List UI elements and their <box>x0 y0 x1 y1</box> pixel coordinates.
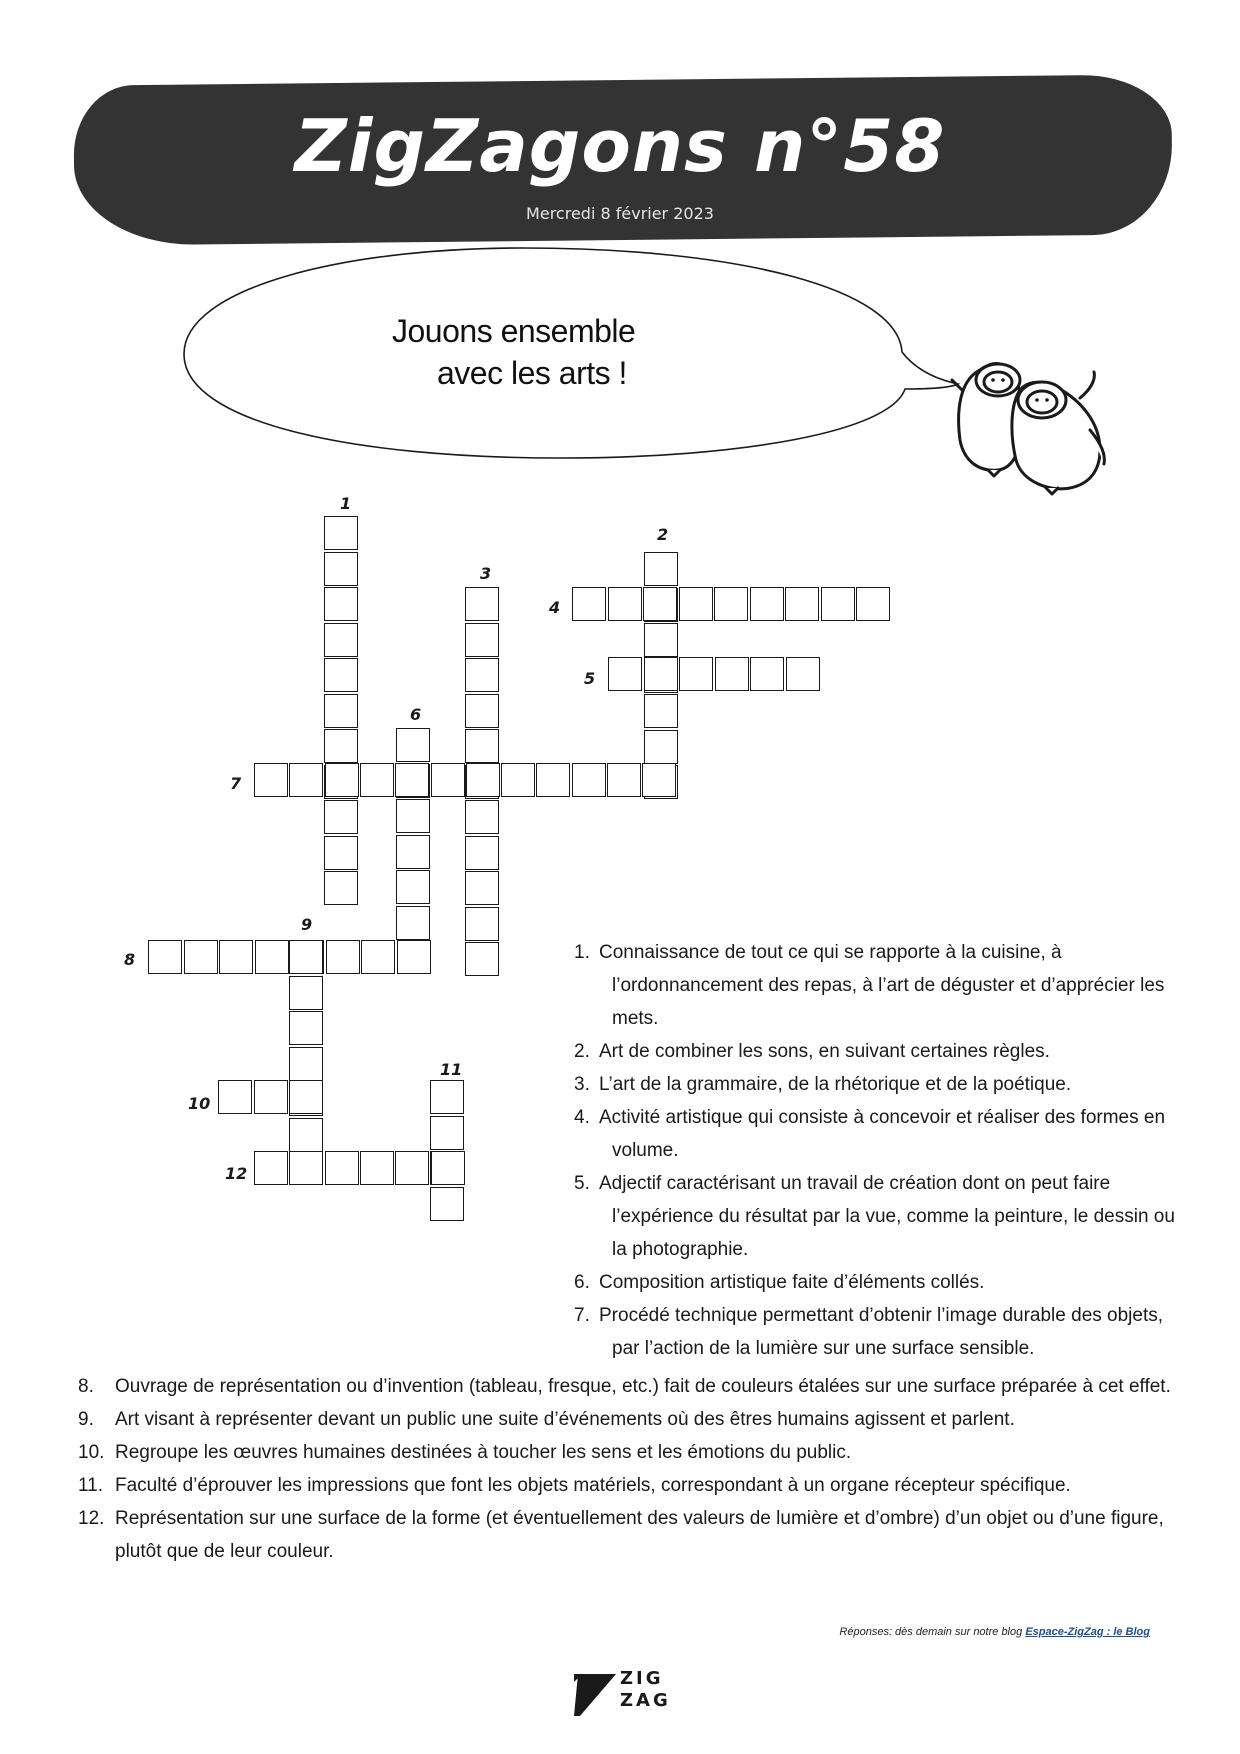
mascot-illustration <box>950 350 1130 500</box>
crossword-cell[interactable] <box>465 729 499 763</box>
crossword-cell[interactable] <box>324 623 358 657</box>
crossword-cell[interactable] <box>395 763 429 797</box>
clue-number-6: 6 <box>410 705 422 724</box>
crossword-cell[interactable] <box>715 657 749 691</box>
clue-number-7: 7 <box>230 774 242 793</box>
crossword-cell[interactable] <box>361 940 395 974</box>
crossword-cell[interactable] <box>324 658 358 692</box>
speech-bubble-text <box>392 310 635 394</box>
crossword-cell[interactable] <box>326 940 360 974</box>
blog-link[interactable]: Espace-ZigZag : le Blog <box>1025 1626 1150 1638</box>
crossword-cell[interactable] <box>465 800 499 834</box>
crossword-cell[interactable] <box>465 623 499 657</box>
crossword-cell[interactable] <box>324 694 358 728</box>
crossword-cell[interactable] <box>289 940 323 974</box>
clue-number-1: 1 <box>340 494 352 513</box>
crossword-cell[interactable] <box>254 1151 288 1185</box>
clue-number-5: 5 <box>584 669 596 688</box>
crossword-cell[interactable] <box>644 657 678 691</box>
crossword-cell[interactable] <box>325 763 359 797</box>
crossword-cell[interactable] <box>396 870 430 904</box>
crossword-cell[interactable] <box>572 763 606 797</box>
clue-number-12: 12 <box>225 1164 248 1183</box>
crossword-cell[interactable] <box>466 763 500 797</box>
clue-number-4: 4 <box>549 598 561 617</box>
crossword-cell[interactable] <box>465 907 499 941</box>
clue-item: 3. L’art de la grammaire, de la rhétorique et de la poétique. <box>574 1074 1072 1095</box>
crossword-cell[interactable] <box>465 942 499 976</box>
clue-item: 1. Connaissance de tout ce qui se rapporte à la cuisine, à l’ordonnancement des repas, à l’art de déguster et d’apprécier les mets. <box>574 942 1165 1029</box>
crossword-cell[interactable] <box>430 1187 464 1221</box>
crossword-cell[interactable] <box>289 1151 323 1185</box>
crossword-cell[interactable] <box>750 657 784 691</box>
answers-text: Réponses: dès demain sur notre blog <box>839 1626 1023 1638</box>
crossword-cell[interactable] <box>324 552 358 586</box>
clue-number-9: 9 <box>301 915 313 934</box>
clues-list-right <box>574 936 1194 1365</box>
crossword-cell[interactable] <box>608 587 642 621</box>
crossword-cell[interactable] <box>325 1151 359 1185</box>
crossword-cell[interactable] <box>644 552 678 586</box>
crossword-cell[interactable] <box>856 587 890 621</box>
clue-item: 10. Regroupe les œuvres humaines destinées à toucher les sens et les émotions du public. <box>78 1442 852 1463</box>
crossword-cell[interactable] <box>255 940 289 974</box>
crossword-cell[interactable] <box>465 694 499 728</box>
crossword-cell[interactable] <box>254 1080 288 1114</box>
clues-list-bottom <box>78 1370 1178 1568</box>
crossword-cell[interactable] <box>714 587 748 621</box>
clue-number-10: 10 <box>188 1094 211 1113</box>
crossword-cell[interactable] <box>360 1151 394 1185</box>
crossword-cell[interactable] <box>679 587 713 621</box>
crossword-cell[interactable] <box>644 623 678 657</box>
crossword-cell[interactable] <box>219 940 253 974</box>
clue-number-8: 8 <box>124 950 136 969</box>
crossword-cell[interactable] <box>324 729 358 763</box>
crossword-cell[interactable] <box>324 587 358 621</box>
clue-item: 2. Art de combiner les sons, en suivant certaines règles. <box>574 1041 1050 1062</box>
slogan-line-1: Jouons ensemble <box>392 313 636 349</box>
crossword-cell[interactable] <box>608 657 642 691</box>
crossword-cell[interactable] <box>785 587 819 621</box>
crossword-cell[interactable] <box>396 906 430 940</box>
crossword-cell[interactable] <box>465 587 499 621</box>
crossword-cell[interactable] <box>289 1011 323 1045</box>
clue-number-3: 3 <box>480 564 492 583</box>
clue-item: 11. Faculté d’éprouver les impressions que font les objets matériels, correspondant à un organe récepteur spécifique. <box>78 1475 1071 1496</box>
crossword-cell[interactable] <box>324 836 358 870</box>
clue-item: 12. Représentation sur une surface de la forme (et éventuellement des valeurs de lumière et d’ombre) d’un objet ou d’une figure, plutôt que de leur couleur. <box>78 1508 1164 1562</box>
crossword-cell[interactable] <box>395 1151 429 1185</box>
clue-number-2: 2 <box>657 525 669 544</box>
crossword-cell[interactable] <box>324 516 358 550</box>
crossword-cell[interactable] <box>642 763 676 797</box>
crossword-cell[interactable] <box>431 763 465 797</box>
crossword-cell[interactable] <box>572 587 606 621</box>
clue-number-11: 11 <box>440 1060 463 1079</box>
crossword-cell[interactable] <box>821 587 855 621</box>
crossword-cell[interactable] <box>254 763 288 797</box>
crossword-cell[interactable] <box>431 1151 465 1185</box>
publication-date: Mercredi 8 février 2023 <box>526 204 714 223</box>
clue-item: 4. Activité artistique qui consiste à concevoir et réaliser des formes en volume. <box>574 1107 1166 1161</box>
crossword-cell[interactable] <box>289 1118 323 1152</box>
crossword-cell[interactable] <box>324 800 358 834</box>
crossword-cell[interactable] <box>289 763 323 797</box>
clue-item: 6. Composition artistique faite d’éléments collés. <box>574 1272 985 1293</box>
crossword-cell[interactable] <box>501 763 535 797</box>
crossword-cell[interactable] <box>430 1116 464 1150</box>
crossword-cell[interactable] <box>644 694 678 728</box>
crossword-cell[interactable] <box>184 940 218 974</box>
crossword-cell[interactable] <box>786 657 820 691</box>
clue-item: 7. Procédé technique permettant d’obtenir l’image durable des objets, par l’action de la lumière sur une surface sensible. <box>574 1305 1164 1359</box>
crossword-cell[interactable] <box>397 940 431 974</box>
crossword-cell[interactable] <box>750 587 784 621</box>
crossword-cell[interactable] <box>465 658 499 692</box>
clue-item: 8. Ouvrage de représentation ou d’invention (tableau, fresque, etc.) fait de couleurs étalées sur une surface préparée à cet effet. <box>78 1376 1171 1397</box>
zigzag-logo-text: ZIG ZAG <box>620 1668 671 1711</box>
crossword-cell[interactable] <box>148 940 182 974</box>
crossword-cell[interactable] <box>396 728 430 762</box>
crossword-cell[interactable] <box>679 657 713 691</box>
crossword-cell[interactable] <box>644 730 678 764</box>
crossword-cell[interactable] <box>536 763 570 797</box>
zigzag-logo-icon <box>572 1672 618 1718</box>
answers-note <box>839 1626 1150 1638</box>
crossword-cell[interactable] <box>289 1080 323 1114</box>
crossword-cell[interactable] <box>396 835 430 869</box>
crossword-cell[interactable] <box>218 1080 252 1114</box>
crossword-cell[interactable] <box>465 871 499 905</box>
page-title: ZigZagons n°58 <box>294 104 946 188</box>
slogan-line-2: avec les arts ! <box>437 355 627 391</box>
crossword-cell[interactable] <box>360 763 394 797</box>
clue-item: 9. Art visant à représenter devant un public une suite d’événements où des êtres humains agissent et parlent. <box>78 1409 1015 1430</box>
crossword-cell[interactable] <box>289 976 323 1010</box>
crossword-cell[interactable] <box>396 799 430 833</box>
clue-item: 5. Adjectif caractérisant un travail de création dont on peut faire l’expérience du résultat par la vue, comme la peinture, le dessin ou la photographie. <box>574 1173 1175 1260</box>
crossword-cell[interactable] <box>289 1047 323 1081</box>
crossword-cell[interactable] <box>643 587 677 621</box>
crossword-cell[interactable] <box>607 763 641 797</box>
crossword-cell[interactable] <box>324 871 358 905</box>
crossword-cell[interactable] <box>430 1080 464 1114</box>
crossword-cell[interactable] <box>465 836 499 870</box>
